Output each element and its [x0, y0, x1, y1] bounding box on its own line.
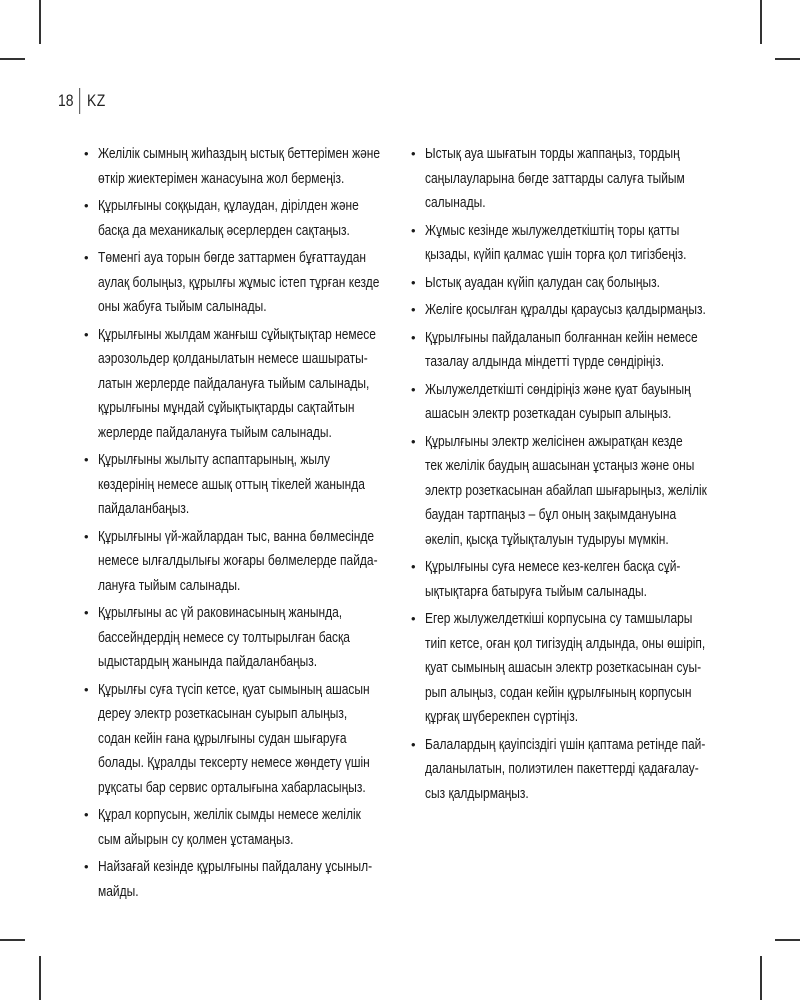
list-item	[411, 430, 777, 553]
crop-mark-bottom-left-horizontal	[0, 939, 25, 941]
list-item	[84, 803, 451, 852]
list-item	[84, 323, 451, 446]
list-item	[84, 678, 451, 801]
bullet-icon: •	[411, 329, 416, 345]
list-item-text: Жылужелдеткішті сөндіріңіз және қуат бауының ашасын электр розеткадан суырып алыңыз.	[425, 380, 691, 422]
list-item-text: Құрал корпусын, желілік сымды немесе желілік сым айырын су қолмен ұстамаңыз.	[98, 806, 361, 848]
list-item-text: Құрылғыны үй-жайлардан тыс, ванна бөлмесінде немесе ылғалдылығы жоғары бөлмелерде пайда- лануға тыйым салынады.	[98, 527, 378, 594]
bullet-icon: •	[411, 274, 416, 290]
list-item	[411, 555, 777, 604]
list-item-text: Құрылғы суға түсіп кетсе, қуат сымының ашасын дереу электр розеткасынан суырып алыңыз, содан кейін ғана құрылғыны судан шығаруға болады. Құралды тексерту немесе жөндету үшін рұқсаты бар сервис орталығына хабарласыңыз.	[98, 680, 370, 796]
list-item	[84, 142, 451, 191]
list-item	[84, 246, 451, 320]
list-item-text: Найзағай кезінде құрылғыны пайдалану ұсыныл- майды.	[98, 858, 373, 900]
list-item	[411, 219, 777, 268]
list-item-text: Желілік сымның жиһаздың ыстық беттерімен және өткір жиектерімен жанасуына жол бермеңіз.	[98, 145, 381, 187]
crop-mark-top-right-horizontal	[775, 58, 800, 60]
list-item-text: Егер жылужелдеткіші корпусына су тамшылары тиіп кетсе, оған қол тигізудің алдында, оны өшіріп, қуат сымының ашасын электр розеткасынан суы- рып алыңыз, содан кейін құрылғының корпусын құрғақ шүберекпен сүртіңіз.	[425, 610, 706, 725]
list-item-text: Төменгі ауа торын бөгде заттармен бұғаттаудан аулақ болыңыз, құрылғы жұмыс істеп тұрған кезде оны жабуға тыйым салынады.	[98, 249, 380, 315]
bullet-icon: •	[411, 736, 416, 752]
list-item-text: Құрылғыны пайдаланып болғаннан кейін немесе тазалау алдында міндетті түрде сөндіріңіз.	[425, 328, 698, 370]
page-header	[58, 88, 106, 114]
list-item	[411, 326, 777, 375]
bullet-icon: •	[84, 146, 89, 161]
bullet-icon: •	[84, 326, 89, 342]
list-item-text: Құрылғыны ас үй раковинасының жанында, бассейндердің немесе су толтырылған басқа ыдыстардың жанында пайдаланбаңыз.	[98, 604, 350, 670]
list-item	[411, 271, 777, 296]
list-item-text: Құрылғыны соққыдан, құлаудан, дірілден және басқа да механикалық әсерлерден сақтаңыз.	[98, 197, 359, 239]
crop-mark-top-right-vertical	[760, 0, 762, 44]
bullet-icon: •	[84, 807, 89, 822]
bullet-icon: •	[411, 433, 416, 449]
list-item	[411, 733, 777, 807]
bullet-icon: •	[84, 859, 89, 874]
crop-mark-bottom-right-horizontal	[775, 939, 800, 941]
page-number: 18	[58, 91, 74, 110]
bullet-icon: •	[411, 146, 416, 161]
bullet-icon: •	[84, 605, 89, 620]
bullet-icon: •	[84, 681, 89, 697]
list-item-text: Балалардың қауіпсіздігі үшін қаптама ретінде пай- даланылатын, полиэтилен пакеттерді қадағалау- сыз қалдырмаңыз.	[425, 735, 706, 802]
right-column-safety-list	[411, 142, 777, 809]
list-item-text: Құрылғыны жылдам жанғыш сұйықтықтар немесе аэрозольдер қолданылатын немесе шашыраты- латын жерлерде пайдалануға тыйым салынады, құрылғыны мұндай сұйықтықтарды сақтайтын жерлерде пайдалануға тыйым салынады.	[98, 325, 376, 441]
list-item	[411, 607, 777, 730]
list-item	[411, 378, 777, 427]
list-item-text: Жұмыс кезінде жылужелдеткіштің торы қатты қызады, күйіп қалмас үшін торға қол тигізбеңіз.	[425, 221, 687, 263]
crop-mark-bottom-left-vertical	[39, 956, 41, 1000]
list-item-text: Ыстық ауа шығатын торды жаппаңыз, тордың саңылауларына бөгде заттарды салуға тыйым салынады.	[425, 145, 685, 211]
list-item	[84, 194, 451, 243]
list-item	[411, 298, 777, 323]
bullet-icon: •	[411, 559, 416, 574]
crop-mark-bottom-right-vertical	[760, 956, 762, 1000]
crop-mark-top-left-vertical	[39, 0, 41, 44]
list-item	[84, 601, 451, 675]
crop-mark-top-left-horizontal	[0, 58, 25, 60]
list-item-text: Құрылғыны электр желісінен ажыратқан кезде тек желілік баудың ашасынан ұстаңыз және оны электр розеткасынан абайлап шығарыңыз, желілік баудан тартпаңыз – бұл оның зақымдануына әкеліп, қысқа тұйықталуын тудыруы мүмкін.	[425, 432, 707, 548]
bullet-icon: •	[411, 222, 416, 238]
list-item-text: Құрылғыны суға немесе кез-келген басқа сұй- ықтықтарға батыруға тыйым салынады.	[425, 558, 681, 600]
list-item	[84, 448, 451, 522]
bullet-icon: •	[84, 528, 89, 544]
list-item	[411, 142, 777, 216]
list-item	[84, 525, 451, 599]
list-item	[84, 855, 451, 904]
bullet-icon: •	[84, 198, 89, 213]
list-item-text: Ыстық ауадан күйіп қалудан сақ болыңыз.	[425, 273, 660, 291]
bullet-icon: •	[411, 302, 416, 317]
left-column-safety-list	[84, 142, 451, 907]
list-item-text: Құрылғыны жылыту аспаптарының, жылу көздерінің немесе ашық оттың тікелей жанында пайдаланбаңыз.	[98, 451, 365, 517]
bullet-icon: •	[84, 452, 89, 467]
language-code: KZ	[87, 91, 106, 110]
bullet-icon: •	[411, 381, 416, 397]
bullet-icon: •	[84, 250, 89, 265]
list-item-text: Желіге қосылған құралды қараусыз қалдырмаңыз.	[425, 301, 706, 318]
bullet-icon: •	[411, 611, 416, 626]
